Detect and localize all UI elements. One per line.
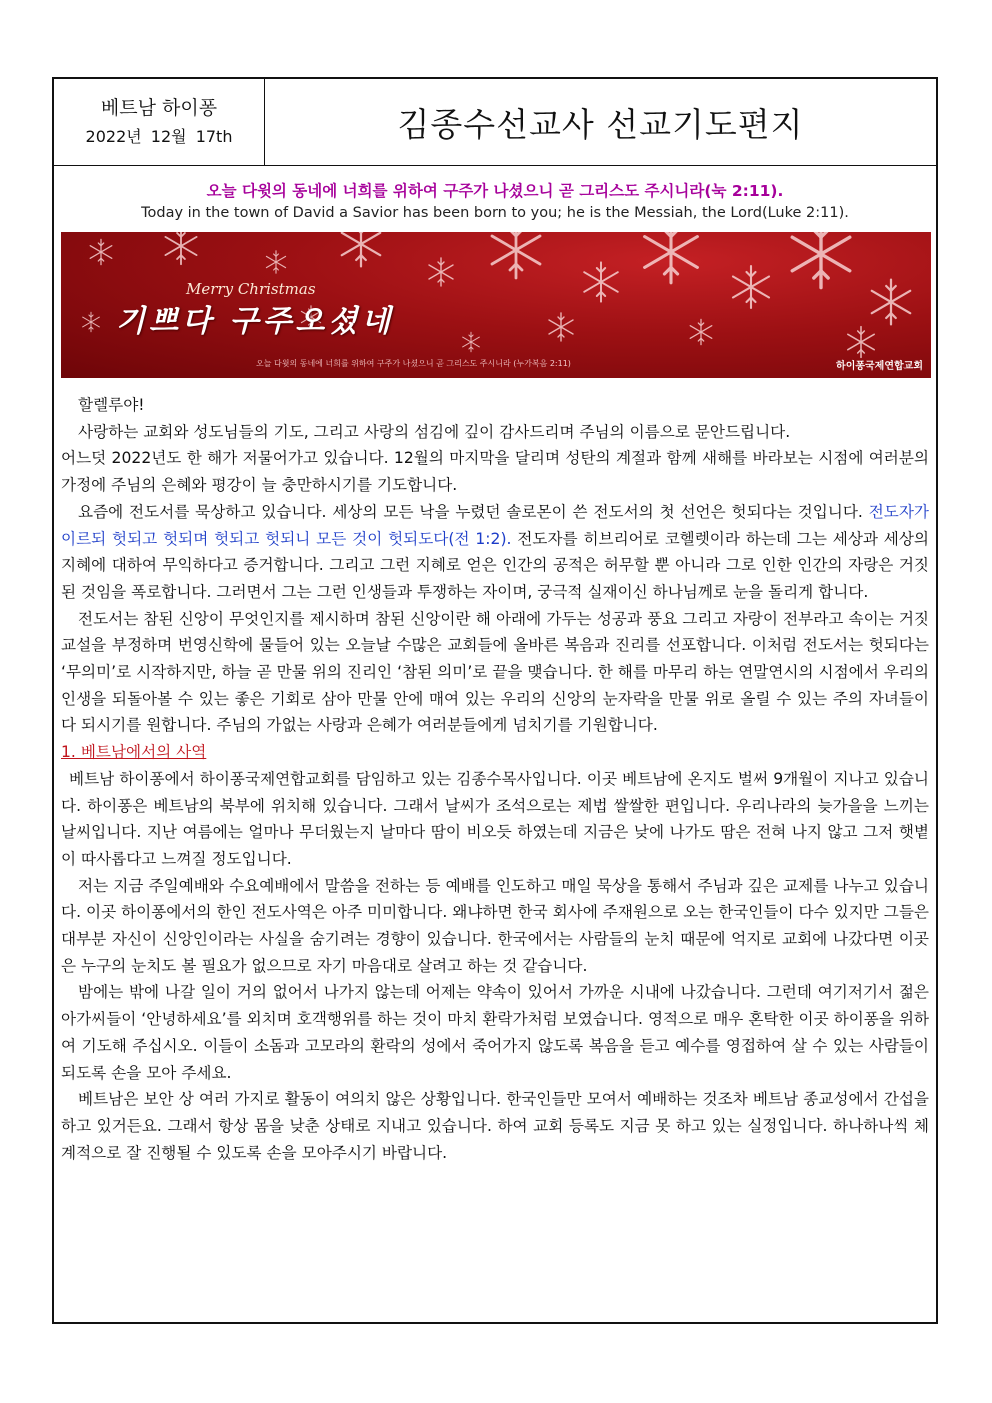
paragraph: 전도서는 참된 신앙이 무엇인지를 제시하며 참된 신앙이란 해 아래에 가두는 성공과 풍요 그리고 자랑이 전부라고 속이는 거짓 교설을 부정하며 번영신학에 물들어 있는 오늘날 수많은 교회들에 올바른 복음과 진리를 선포합니다. 이처럼 전도서는 헛되다는 ‘무의미’로 시작하지만, 하늘 곧 만물 위의 진리인 ‘참된 의미’로 끝을 맺습니다. 한 해를 마무리 하는 연말연시의 시점에서 우리의 인생을 되돌아볼 수 있는 좋은 기회로 삼아 만물 안에 매여 있는 우리의 신앙의 눈자락을 만물 위로 올릴 수 있는 주의 자녀들이 다 되시기를 원합니다. 주님의 가없는 사랑과 은혜가 여러분들에게 넘치기를 기원합니다.: [61, 609, 929, 735]
banner-headline: 기쁘다 구주오셨네: [116, 304, 395, 339]
paragraph: 저는 지금 주일예배와 수요예배에서 말씀을 전하는 등 예배를 인도하고 매일 묵상을 통해서 주님과 깊은 교제를 나누고 있습니다. 이곳 하이퐁에서의 한인 전도사역은 아주 미미합니다. 왜냐하면 한국 회사에 주재원으로 오는 한국인들이 다수 있지만 그들은 대부분 자신이 신앙인이라는 사실을 숨기려는 경향이 있습니다. 한국에서는 사람들의 눈치 때문에 억지로 교회에 나갔다면 이곳은 누구의 눈치도 볼 필요가 없으므로 자기 마음대로 살려고 하는 것 같습니다.: [61, 876, 929, 975]
banner-footer-verse: 오늘 다윗의 동네에 너희를 위하여 구주가 나셨으니 곧 그리스도 주시니라 (누가복음 2:11): [256, 359, 571, 368]
paragraph: 베트남 하이퐁에서 하이퐁국제연합교회를 담임하고 있는 김종수목사입니다. 이곳 베트남에 온지도 벌써 9개월이 지나고 있습니다. 하이퐁은 베트남의 북부에 위치해 있습니다. 그래서 날씨가 조석으로는 제법 쌀쌀한 편입니다. 우리나라의 늦가을을 느끼는 날씨입니다. 지난 여름에는 얼마나 무더웠는지 날마다 땀이 비오듯 하였는데 지금은 낮에 나가도 땀은 전혀 나지 않고 그저 햇볕이 따사롭다고 느껴질 정도입니다.: [61, 769, 929, 868]
letter-title: 김종수선교사 선교기도편지: [397, 104, 804, 144]
letter-header: [54, 79, 936, 166]
paragraph: [61, 499, 929, 606]
verse-english: Today in the town of David a Savior has been born to you; he is the Messiah, the Lord(Luke 2:11).: [141, 205, 849, 221]
location-label: 베트남 하이퐁: [100, 97, 218, 119]
paragraph-text: 전도자를 히브리어로 코헬렛이라 하는데 그는 세상과 세상의 지혜에 대하여 무익하다고 증거합니다. 그리고 그런 지혜로 얻은 인간의 공적은 허무할 뿐 아니라 그로 인한 인간의 자랑은 거짓된 것임을 폭로합니다. 그러면서 그는 그런 인생들과 투쟁하는 자이며, 궁극적 실재이신 하나님께로 눈을 돌리게 합니다.: [61, 529, 929, 601]
christmas-banner: [61, 232, 931, 378]
greeting: 할렐루야!: [78, 396, 145, 414]
verse-korean: 오늘 다윗의 동네에 너희를 위하여 구주가 나셨으니 곧 그리스도 주시니라(눅 2:11).: [206, 182, 784, 200]
scripture-quote: 전도자가 이르되 헛되고 헛되며 헛되고 헛되니 모든 것이 헛되도다(전 1:2).: [61, 502, 929, 548]
date-label: 2022년 12월 17th: [85, 127, 233, 146]
paragraph: 어느덧 2022년도 한 해가 저물어가고 있습니다. 12월의 마지막을 달리며 성탄의 계절과 함께 새해를 바라보는 시점에 여러분의 가정에 주님의 은혜와 평강이 늘 충만하시기를 기도합니다.: [61, 449, 929, 495]
banner-merry-christmas: Merry Christmas: [186, 280, 316, 298]
paragraph-text: 요즘에 전도서를 묵상하고 있습니다. 세상의 모든 낙을 누렸던 솔로몬이 쓴 전도서의 첫 선언은 헛되다는 것입니다.: [78, 502, 869, 521]
paragraph: 베트남은 보안 상 여러 가지로 활동이 여의치 않은 상황입니다. 한국인들만 모여서 예배하는 것조차 베트남 종교성에서 간섭을 하고 있거든요. 그래서 항상 몸을 낮춘 상태로 지내고 있습니다. 하여 교회 등록도 지금 못 하고 있는 실정입니다. 하나하나씩 체계적으로 잘 진행될 수 있도록 손을 모아주시기 바랍니다.: [61, 1090, 929, 1162]
header-info-box: [54, 79, 265, 165]
paragraph: 사랑하는 교회와 성도님들의 기도, 그리고 사랑의 섬김에 깊이 감사드리며 주님의 이름으로 문안드립니다.: [78, 422, 791, 441]
letter-body: [54, 392, 936, 1166]
banner-church-name: 하이퐁국제연합교회: [836, 361, 923, 372]
letter-frame: [52, 77, 938, 1324]
paragraph: 밤에는 밖에 나갈 일이 거의 없어서 나가지 않는데 어제는 약속이 있어서 가까운 시내에 나갔습니다. 그런데 여기저기서 젊은 아가씨들이 ‘안녕하세요’를 외치며 호객행위를 하는 것이 마치 환락가처럼 보였습니다. 영적으로 매우 혼탁한 이곳 하이퐁을 위하여 기도해 주십시오. 이들이 소돔과 고모라의 환락의 성에서 죽어가지 않도록 복음을 듣고 예수를 영접하여 살 수 있는 사람들이 되도록 손을 모아 주세요.: [61, 983, 929, 1082]
section-heading: 1. 베트남에서의 사역: [61, 743, 207, 762]
